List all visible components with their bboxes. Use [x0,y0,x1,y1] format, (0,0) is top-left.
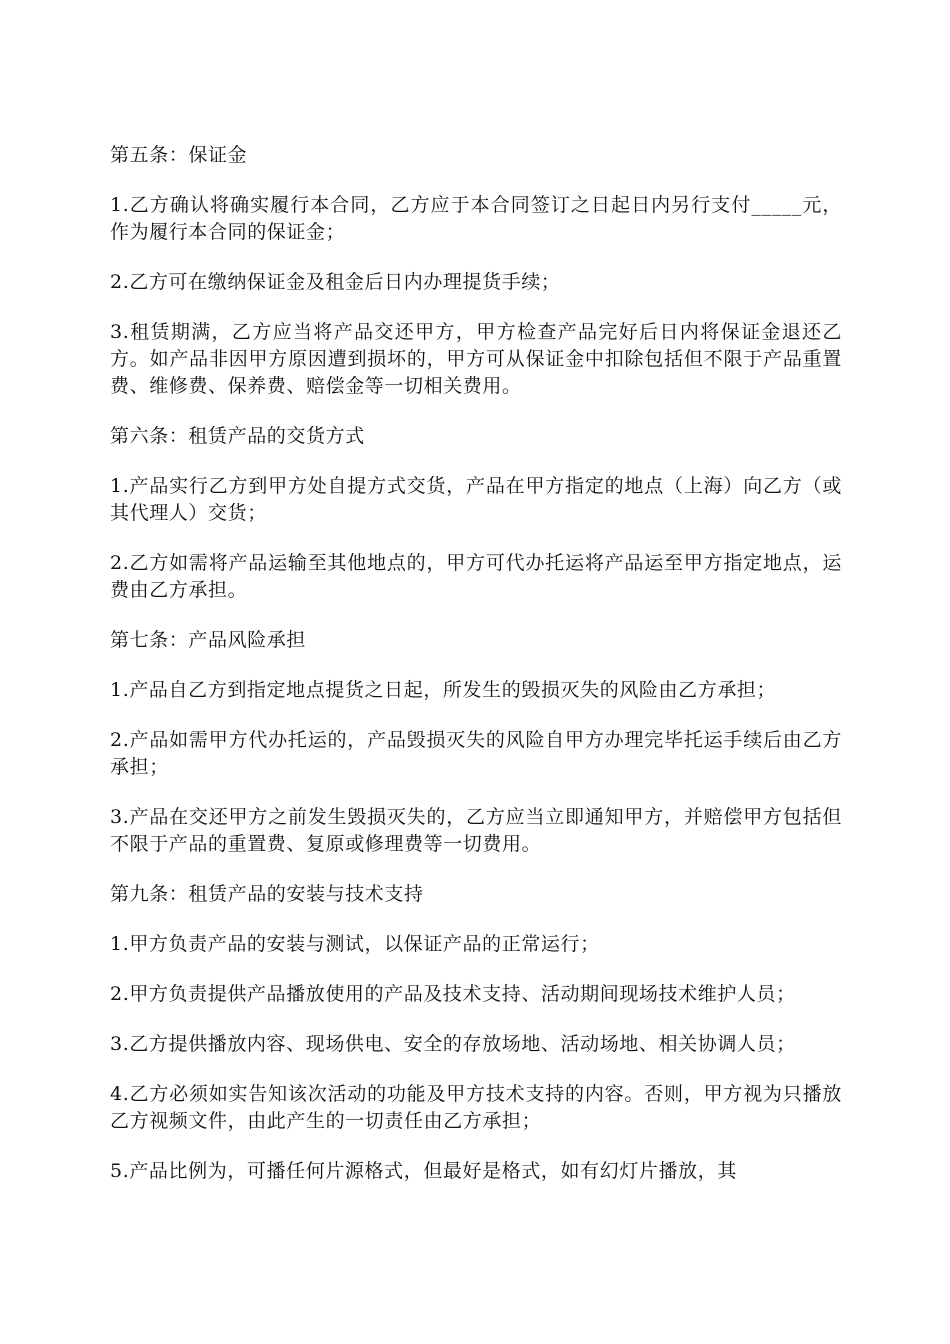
clause-9-4: 4.乙方必须如实告知该次活动的功能及甲方技术支持的内容。否则，甲方视为只播放乙方视频文件，由此产生的一切责任由乙方承担； [110,1083,842,1132]
clause-5-2: 2.乙方可在缴纳保证金及租金后日内办理提货手续； [110,271,561,293]
clause-6-2: 2.乙方如需将产品运输至其他地点的，甲方可代办托运将产品运至甲方指定地点，运费由乙方承担。 [110,552,842,601]
clause-5-3: 3.租赁期满，乙方应当将产品交还甲方，甲方检查产品完好后日内将保证金退还乙方。如产品非因甲方原因遭到损坏的，甲方可从保证金中扣除包括但不限于产品重置费、维修费、保养费、赔偿金等一切相关费用。 [110,321,842,397]
document-body [110,142,842,1208]
section-heading-6: 第六条：租赁产品的交货方式 [110,425,365,447]
clause-7-2: 2.产品如需甲方代办托运的，产品毁损灭失的风险自甲方办理完毕托运手续后由乙方承担； [110,729,842,778]
clause-9-2: 2.甲方负责提供产品播放使用的产品及技术支持、活动期间现场技术维护人员； [110,983,796,1005]
clause-9-3: 3.乙方提供播放内容、现场供电、安全的存放场地、活动场地、相关协调人员； [110,1033,796,1055]
clause-9-1: 1.甲方负责产品的安装与测试，以保证产品的正常运行； [110,933,600,955]
section-heading-9: 第九条：租赁产品的安装与技术支持 [110,883,424,905]
section-heading-5: 第五条：保证金 [110,144,248,166]
clause-6-1: 1.产品实行乙方到甲方处自提方式交货，产品在甲方指定的地点（上海）向乙方（或其代理人）交货； [110,475,842,524]
clause-5-1: 1.乙方确认将确实履行本合同，乙方应于本合同签订之日起日内另行支付_____元，作为履行本合同的保证金； [110,194,842,243]
clause-9-5: 5.产品比例为，可播任何片源格式，但最好是格式，如有幻灯片播放，其 [110,1160,737,1182]
section-heading-7: 第七条：产品风险承担 [110,629,307,651]
clause-7-3: 3.产品在交还甲方之前发生毁损灭失的，乙方应当立即通知甲方，并赔偿甲方包括但不限于产品的重置费、复原或修理费等一切费用。 [110,806,842,855]
clause-7-1: 1.产品自乙方到指定地点提货之日起，所发生的毁损灭失的风险由乙方承担； [110,679,777,701]
